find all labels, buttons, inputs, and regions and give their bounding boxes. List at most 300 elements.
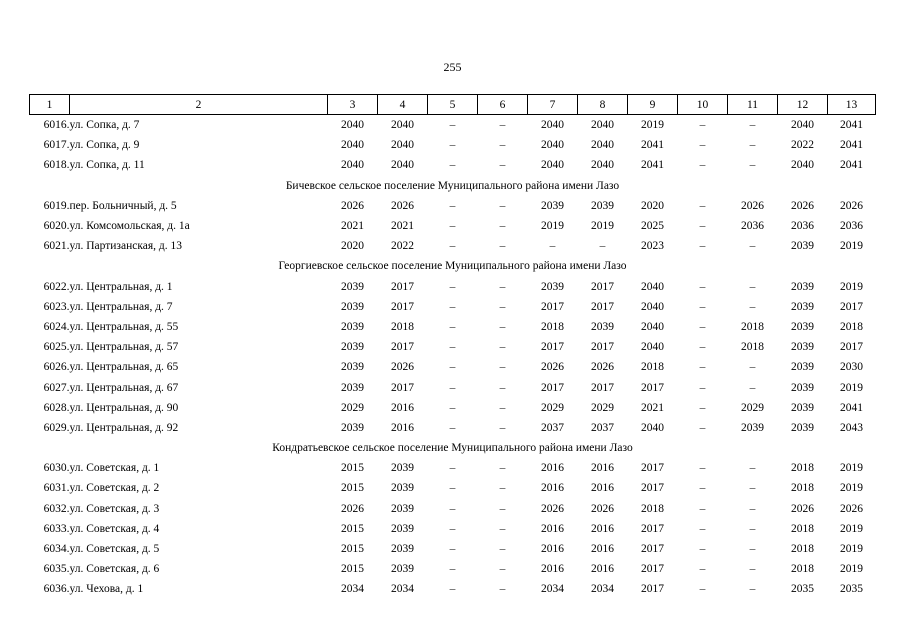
value-cell: –: [449, 421, 456, 434]
table-row: [30, 277, 876, 297]
table-row: [30, 519, 876, 539]
value-cell: 2036: [840, 220, 863, 233]
value-cell: 2017: [391, 280, 414, 293]
section-title: Георгиевское сельское поселение Муниципального района имени Лазо: [278, 260, 627, 273]
value-cell: 2016: [541, 462, 564, 475]
value-cell: 2018: [791, 482, 814, 495]
value-cell: 2019: [591, 220, 614, 233]
value-cell: 2040: [591, 159, 614, 172]
value-cell: –: [699, 361, 706, 374]
value-cell: 2039: [591, 320, 614, 333]
table-row: [30, 418, 876, 438]
row-number: 6019.: [43, 199, 70, 212]
value-cell: 2018: [641, 361, 664, 374]
value-cell: 2039: [341, 341, 364, 354]
value-cell: –: [749, 583, 756, 596]
value-cell: –: [449, 401, 456, 414]
value-cell: –: [699, 482, 706, 495]
row-number: 6020.: [43, 220, 70, 233]
value-cell: 2039: [391, 563, 414, 576]
value-cell: 2019: [840, 280, 863, 293]
value-cell: –: [499, 462, 506, 475]
value-cell: 2017: [641, 522, 664, 535]
value-cell: 2040: [591, 119, 614, 132]
value-cell: 2034: [341, 583, 364, 596]
address-cell: ул. Центральная, д. 90: [69, 401, 179, 414]
address-cell: ул. Центральная, д. 55: [69, 320, 179, 333]
value-cell: –: [449, 563, 456, 576]
value-cell: 2040: [641, 341, 664, 354]
value-cell: –: [699, 139, 706, 152]
row-number: 6025.: [43, 341, 70, 354]
value-cell: –: [699, 220, 706, 233]
value-cell: 2039: [341, 280, 364, 293]
value-cell: –: [749, 300, 756, 313]
value-cell: 2040: [641, 300, 664, 313]
row-number: 6036.: [43, 583, 70, 596]
value-cell: –: [499, 139, 506, 152]
table-row: [30, 398, 876, 418]
row-number: 6018.: [43, 159, 70, 172]
value-cell: –: [749, 280, 756, 293]
column-header: 8: [578, 95, 628, 115]
value-cell: 2041: [840, 119, 863, 132]
value-cell: 2037: [541, 421, 564, 434]
column-header: 2: [70, 95, 328, 115]
value-cell: 2021: [391, 220, 414, 233]
row-number: 6032.: [43, 502, 70, 515]
address-cell: ул. Сопка, д. 11: [69, 159, 145, 172]
address-cell: ул. Центральная, д. 65: [69, 361, 179, 374]
value-cell: 2039: [791, 320, 814, 333]
table-row: [30, 297, 876, 317]
value-cell: 2018: [391, 320, 414, 333]
value-cell: 2037: [591, 421, 614, 434]
value-cell: 2039: [591, 199, 614, 212]
value-cell: 2017: [840, 341, 863, 354]
column-header: 7: [528, 95, 578, 115]
address-cell: ул. Чехова, д. 1: [69, 583, 144, 596]
address-cell: ул. Сопка, д. 7: [69, 119, 140, 132]
row-number: 6029.: [43, 421, 70, 434]
value-cell: –: [449, 583, 456, 596]
address-cell: ул. Советская, д. 1: [69, 462, 160, 475]
value-cell: 2020: [341, 240, 364, 253]
value-cell: –: [749, 502, 756, 515]
value-cell: 2018: [791, 522, 814, 535]
address-cell: ул. Советская, д. 5: [69, 543, 160, 556]
value-cell: 2039: [341, 361, 364, 374]
value-cell: –: [449, 361, 456, 374]
value-cell: 2016: [591, 482, 614, 495]
value-cell: –: [499, 543, 506, 556]
value-cell: –: [699, 543, 706, 556]
value-cell: 2019: [840, 462, 863, 475]
value-cell: 2017: [641, 381, 664, 394]
value-cell: 2016: [541, 482, 564, 495]
value-cell: 2026: [391, 361, 414, 374]
value-cell: 2040: [541, 159, 564, 172]
value-cell: 2041: [641, 139, 664, 152]
value-cell: 2026: [591, 502, 614, 515]
column-header: 5: [428, 95, 478, 115]
value-cell: 2035: [840, 583, 863, 596]
table-row: [30, 317, 876, 337]
value-cell: 2041: [840, 401, 863, 414]
row-number: 6033.: [43, 522, 70, 535]
value-cell: 2039: [741, 421, 764, 434]
value-cell: 2030: [840, 361, 863, 374]
value-cell: –: [599, 240, 606, 253]
value-cell: 2018: [541, 320, 564, 333]
value-cell: 2041: [840, 159, 863, 172]
value-cell: –: [499, 563, 506, 576]
value-cell: 2017: [641, 543, 664, 556]
table-row: [30, 499, 876, 519]
value-cell: –: [749, 543, 756, 556]
value-cell: 2036: [741, 220, 764, 233]
address-cell: ул. Советская, д. 2: [69, 482, 160, 495]
value-cell: –: [449, 502, 456, 515]
table-row: [30, 539, 876, 559]
value-cell: –: [499, 421, 506, 434]
value-cell: 2039: [391, 462, 414, 475]
value-cell: 2026: [341, 199, 364, 212]
value-cell: 2039: [391, 502, 414, 515]
value-cell: 2026: [741, 199, 764, 212]
value-cell: 2039: [391, 482, 414, 495]
value-cell: 2016: [591, 543, 614, 556]
value-cell: 2040: [341, 119, 364, 132]
value-cell: –: [499, 300, 506, 313]
value-cell: –: [449, 280, 456, 293]
section-title: Бичевское сельское поселение Муниципального района имени Лазо: [285, 179, 620, 192]
row-number: 6024.: [43, 320, 70, 333]
value-cell: –: [499, 199, 506, 212]
value-cell: 2017: [391, 300, 414, 313]
value-cell: –: [499, 401, 506, 414]
value-cell: 2016: [391, 421, 414, 434]
value-cell: 2017: [641, 462, 664, 475]
value-cell: 2043: [840, 421, 863, 434]
value-cell: –: [449, 522, 456, 535]
value-cell: 2039: [791, 361, 814, 374]
value-cell: 2022: [391, 240, 414, 253]
value-cell: –: [499, 361, 506, 374]
value-cell: –: [749, 139, 756, 152]
value-cell: –: [749, 462, 756, 475]
value-cell: 2015: [341, 522, 364, 535]
value-cell: 2020: [641, 199, 664, 212]
value-cell: 2040: [391, 139, 414, 152]
column-header: 6: [478, 95, 528, 115]
value-cell: 2016: [391, 401, 414, 414]
value-cell: 2039: [391, 522, 414, 535]
row-number: 6031.: [43, 482, 70, 495]
value-cell: 2026: [391, 199, 414, 212]
value-cell: 2041: [840, 139, 863, 152]
value-cell: 2019: [641, 119, 664, 132]
value-cell: 2040: [391, 159, 414, 172]
value-cell: 2016: [591, 563, 614, 576]
address-cell: пер. Больничный, д. 5: [69, 199, 177, 212]
value-cell: 2026: [591, 361, 614, 374]
table-body: [30, 115, 876, 600]
value-cell: 2039: [541, 199, 564, 212]
value-cell: –: [749, 482, 756, 495]
value-cell: –: [699, 159, 706, 172]
value-cell: 2039: [791, 240, 814, 253]
row-number: 6023.: [43, 300, 70, 313]
value-cell: 2040: [341, 159, 364, 172]
column-header: 1: [30, 95, 70, 115]
column-header: 12: [778, 95, 828, 115]
address-cell: ул. Центральная, д. 1: [69, 280, 173, 293]
column-header: 9: [628, 95, 678, 115]
value-cell: 2015: [341, 543, 364, 556]
value-cell: 2019: [840, 543, 863, 556]
address-cell: ул. Центральная, д. 57: [69, 341, 179, 354]
value-cell: –: [699, 583, 706, 596]
value-cell: 2040: [641, 320, 664, 333]
address-cell: ул. Сопка, д. 9: [69, 139, 140, 152]
value-cell: 2025: [641, 220, 664, 233]
value-cell: 2039: [341, 300, 364, 313]
value-cell: 2015: [341, 462, 364, 475]
row-number: 6017.: [43, 139, 70, 152]
value-cell: 2015: [341, 482, 364, 495]
value-cell: 2026: [840, 199, 863, 212]
data-table: [29, 94, 876, 600]
value-cell: 2036: [791, 220, 814, 233]
value-cell: –: [749, 563, 756, 576]
value-cell: 2034: [391, 583, 414, 596]
value-cell: –: [749, 361, 756, 374]
value-cell: –: [749, 240, 756, 253]
row-number: 6027.: [43, 381, 70, 394]
value-cell: –: [499, 280, 506, 293]
column-header: 4: [378, 95, 428, 115]
value-cell: 2019: [840, 522, 863, 535]
value-cell: –: [499, 320, 506, 333]
value-cell: 2022: [791, 139, 814, 152]
address-cell: ул. Центральная, д. 92: [69, 421, 179, 434]
value-cell: 2034: [591, 583, 614, 596]
value-cell: 2018: [840, 320, 863, 333]
value-cell: 2039: [791, 341, 814, 354]
column-header: 10: [678, 95, 728, 115]
value-cell: 2026: [341, 502, 364, 515]
value-cell: 2040: [791, 159, 814, 172]
value-cell: –: [699, 320, 706, 333]
value-cell: –: [699, 522, 706, 535]
value-cell: 2018: [741, 320, 764, 333]
value-cell: –: [449, 300, 456, 313]
section-title: Кондратьевское сельское поселение Муниципального района имени Лазо: [272, 442, 633, 455]
value-cell: 2039: [341, 381, 364, 394]
value-cell: 2017: [840, 300, 863, 313]
value-cell: 2016: [541, 522, 564, 535]
value-cell: –: [449, 320, 456, 333]
value-cell: 2039: [791, 381, 814, 394]
value-cell: –: [449, 159, 456, 172]
value-cell: –: [699, 563, 706, 576]
value-cell: 2017: [591, 280, 614, 293]
value-cell: –: [449, 220, 456, 233]
value-cell: 2040: [641, 280, 664, 293]
value-cell: 2017: [391, 341, 414, 354]
value-cell: 2018: [791, 563, 814, 576]
table-row: [30, 357, 876, 377]
value-cell: –: [449, 119, 456, 132]
address-cell: ул. Советская, д. 4: [69, 522, 160, 535]
row-number: 6035.: [43, 563, 70, 576]
value-cell: –: [699, 421, 706, 434]
value-cell: 2017: [391, 381, 414, 394]
value-cell: 2016: [591, 522, 614, 535]
value-cell: 2029: [591, 401, 614, 414]
value-cell: 2017: [641, 482, 664, 495]
table-header-row: [30, 95, 876, 115]
value-cell: 2019: [541, 220, 564, 233]
value-cell: 2026: [541, 502, 564, 515]
value-cell: 2026: [791, 502, 814, 515]
value-cell: 2017: [591, 341, 614, 354]
value-cell: –: [699, 341, 706, 354]
value-cell: –: [749, 119, 756, 132]
value-cell: 2040: [591, 139, 614, 152]
value-cell: 2040: [541, 139, 564, 152]
value-cell: 2017: [541, 300, 564, 313]
value-cell: –: [699, 199, 706, 212]
value-cell: 2023: [641, 240, 664, 253]
value-cell: 2017: [641, 563, 664, 576]
section-heading-row: [30, 176, 876, 196]
address-cell: ул. Советская, д. 3: [69, 502, 160, 515]
table-row: [30, 236, 876, 256]
table-row: [30, 458, 876, 478]
value-cell: 2040: [341, 139, 364, 152]
value-cell: –: [449, 482, 456, 495]
value-cell: –: [699, 280, 706, 293]
value-cell: –: [499, 119, 506, 132]
value-cell: –: [549, 240, 556, 253]
table-row: [30, 377, 876, 397]
column-header: 3: [328, 95, 378, 115]
value-cell: 2017: [541, 341, 564, 354]
value-cell: 2021: [341, 220, 364, 233]
address-cell: ул. Центральная, д. 67: [69, 381, 179, 394]
value-cell: 2029: [741, 401, 764, 414]
value-cell: 2026: [791, 199, 814, 212]
value-cell: 2017: [591, 381, 614, 394]
value-cell: –: [449, 240, 456, 253]
value-cell: –: [499, 220, 506, 233]
value-cell: –: [699, 462, 706, 475]
address-cell: ул. Советская, д. 6: [69, 563, 160, 576]
value-cell: –: [499, 482, 506, 495]
value-cell: 2039: [541, 280, 564, 293]
value-cell: 2019: [840, 381, 863, 394]
row-number: 6016.: [43, 119, 70, 132]
value-cell: –: [749, 522, 756, 535]
address-cell: ул. Партизанская, д. 13: [69, 240, 182, 253]
row-number: 6028.: [43, 401, 70, 414]
value-cell: –: [449, 462, 456, 475]
table-row: [30, 478, 876, 498]
value-cell: –: [749, 159, 756, 172]
value-cell: 2034: [541, 583, 564, 596]
value-cell: 2039: [341, 421, 364, 434]
value-cell: 2016: [541, 563, 564, 576]
table-row: [30, 559, 876, 579]
value-cell: 2019: [840, 482, 863, 495]
value-cell: –: [699, 119, 706, 132]
value-cell: –: [699, 502, 706, 515]
value-cell: –: [449, 381, 456, 394]
value-cell: 2016: [541, 543, 564, 556]
address-cell: ул. Комсомольская, д. 1а: [69, 220, 190, 233]
value-cell: 2018: [641, 502, 664, 515]
value-cell: 2019: [840, 240, 863, 253]
table-row: [30, 216, 876, 236]
value-cell: –: [699, 401, 706, 414]
table-row: [30, 115, 876, 136]
page-number: 255: [443, 60, 462, 74]
value-cell: 2019: [840, 563, 863, 576]
section-heading-row: [30, 256, 876, 276]
row-number: 6030.: [43, 462, 70, 475]
value-cell: –: [449, 341, 456, 354]
value-cell: –: [499, 583, 506, 596]
value-cell: –: [699, 381, 706, 394]
value-cell: –: [749, 381, 756, 394]
value-cell: 2039: [791, 300, 814, 313]
value-cell: –: [499, 502, 506, 515]
value-cell: 2039: [391, 543, 414, 556]
value-cell: –: [499, 522, 506, 535]
value-cell: –: [499, 341, 506, 354]
value-cell: 2035: [791, 583, 814, 596]
table-row: [30, 196, 876, 216]
column-header: 13: [828, 95, 876, 115]
value-cell: 2040: [641, 421, 664, 434]
row-number: 6026.: [43, 361, 70, 374]
value-cell: 2016: [591, 462, 614, 475]
row-number: 6034.: [43, 543, 70, 556]
value-cell: 2039: [791, 401, 814, 414]
table-row: [30, 579, 876, 599]
value-cell: 2040: [791, 119, 814, 132]
value-cell: 2026: [541, 361, 564, 374]
table-row: [30, 155, 876, 175]
value-cell: –: [499, 381, 506, 394]
row-number: 6021.: [43, 240, 70, 253]
value-cell: 2018: [741, 341, 764, 354]
value-cell: 2029: [341, 401, 364, 414]
value-cell: 2039: [341, 320, 364, 333]
value-cell: –: [449, 139, 456, 152]
value-cell: 2017: [591, 300, 614, 313]
value-cell: –: [699, 300, 706, 313]
value-cell: 2021: [641, 401, 664, 414]
value-cell: 2040: [541, 119, 564, 132]
table-row: [30, 337, 876, 357]
section-heading-row: [30, 438, 876, 458]
value-cell: –: [449, 199, 456, 212]
value-cell: 2018: [791, 462, 814, 475]
value-cell: 2040: [391, 119, 414, 132]
